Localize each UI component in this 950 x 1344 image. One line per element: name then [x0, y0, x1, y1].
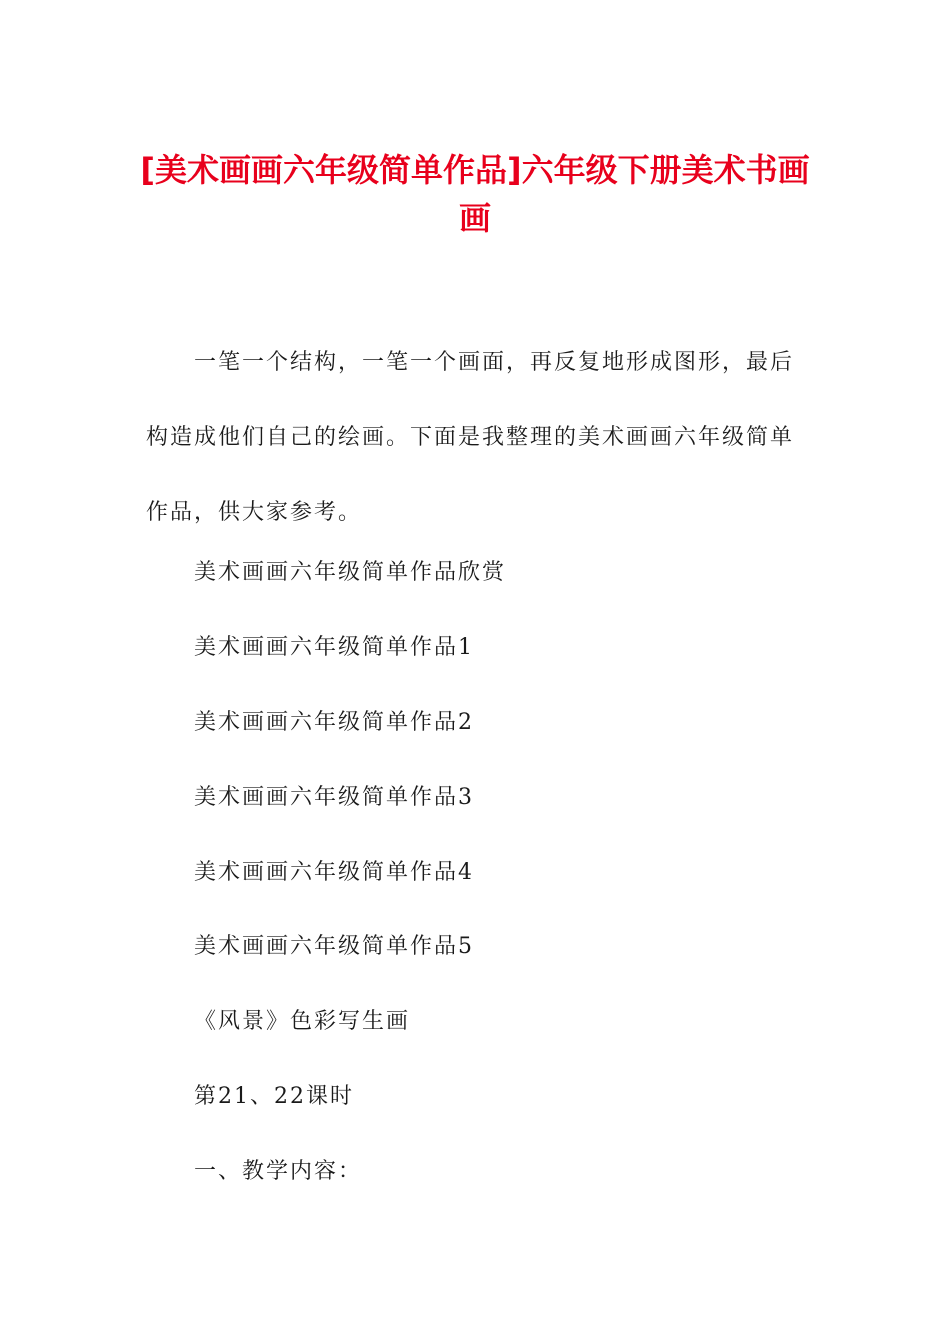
lesson-period: 第21、22课时	[194, 1084, 354, 1109]
lesson-title: 《风景》色彩写生画	[194, 1009, 411, 1034]
artwork-item-3: 美术画画六年级简单作品3	[194, 785, 474, 810]
intro-paragraph: 一笔一个结构，一笔一个画面，再反复地形成图形，最后构造成他们自己的绘画。下面是我整理的美术画画六年级简单作品，供大家参考。	[146, 350, 795, 525]
document-title: [美术画画六年级简单作品]六年级下册美术书画画	[140, 151, 810, 237]
artwork-item-2: 美术画画六年级简单作品2	[194, 710, 474, 735]
teaching-content-heading: 一、教学内容：	[194, 1159, 363, 1184]
section-heading-appreciation: 美术画画六年级简单作品欣赏	[194, 560, 507, 585]
artwork-item-5: 美术画画六年级简单作品5	[194, 934, 474, 959]
artwork-item-1: 美术画画六年级简单作品1	[194, 635, 474, 660]
artwork-item-4: 美术画画六年级简单作品4	[194, 860, 474, 885]
